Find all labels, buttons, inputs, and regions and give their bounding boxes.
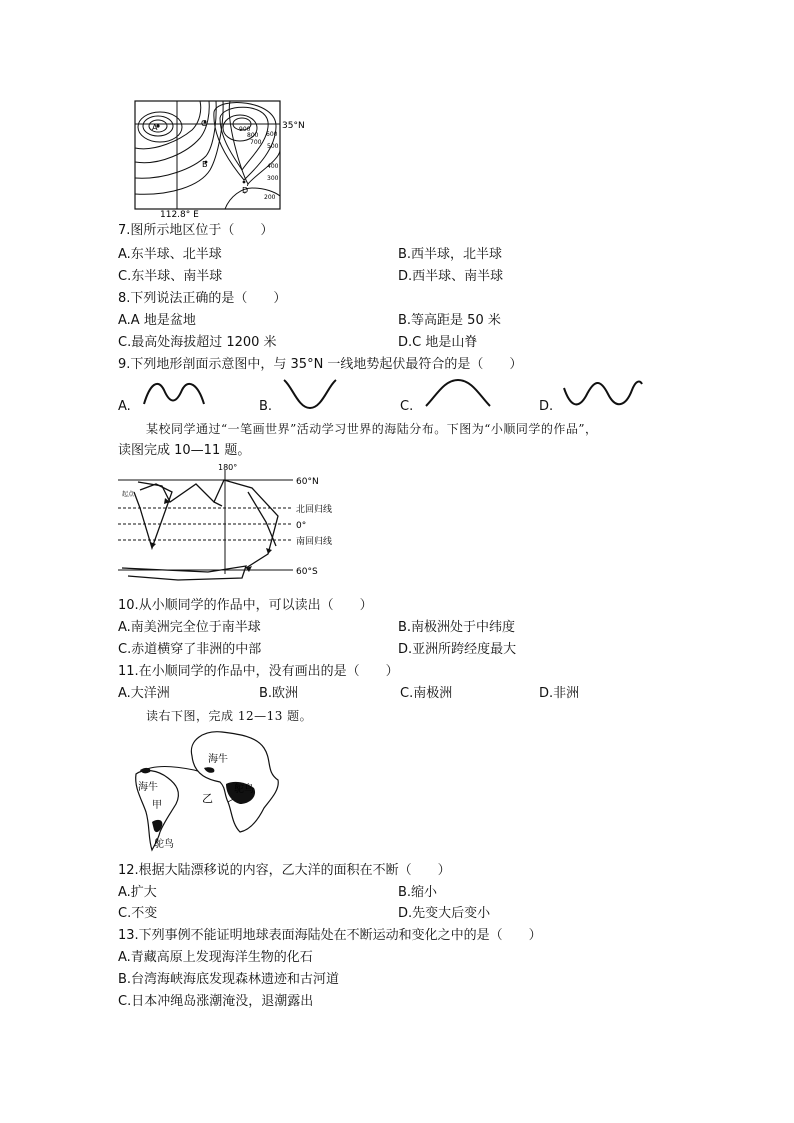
q7-option-b[interactable]: B.西半球，北半球: [398, 247, 503, 262]
point-b: B: [202, 160, 208, 169]
lon-180: 180°: [218, 463, 238, 472]
contour-500: 500: [267, 143, 279, 150]
contour-800: 800: [247, 132, 259, 139]
q8-option-b[interactable]: B.等高距是 50 米: [398, 313, 501, 328]
point-c: C: [201, 119, 207, 128]
q11-stem: 11.在小顺同学的作品中，没有画出的是（ ）: [118, 664, 399, 679]
q11-option-b[interactable]: B.欧洲: [259, 686, 299, 701]
contour-900: 900: [239, 126, 251, 133]
q8-option-d[interactable]: D.C 地是山脊: [398, 335, 478, 350]
q10-option-a[interactable]: A.南美洲完全位于南半球: [118, 620, 261, 635]
yi-label: 乙: [202, 792, 213, 805]
q7-option-a[interactable]: A.东半球、北半球: [118, 247, 222, 262]
lat-60n: 60°N: [296, 477, 319, 487]
q12-option-c[interactable]: C.不变: [118, 906, 158, 921]
q10-stem: 10.从小顺同学的作品中，可以读出（ ）: [118, 598, 373, 613]
lon-label: 112.8° E: [160, 210, 199, 218]
tuoniao-label-2: 鸵鸟: [154, 839, 174, 850]
q9-option-b[interactable]: B.: [259, 399, 273, 414]
tuoniao-label-1: 鸵鸟: [234, 784, 254, 795]
intro-10-11-line1: 某校同学通过“一笔画世界”活动学习世界的海陆分布。下图为“小顺同学的作品”，: [146, 422, 598, 436]
jia-label: 甲: [152, 800, 162, 811]
start-label: 起点: [122, 491, 135, 498]
lat-60s: 60°S: [296, 567, 318, 577]
q13-option-b[interactable]: B.台湾海峡海底发现森林遗迹和古河道: [118, 972, 340, 987]
contour-600: 600: [266, 131, 278, 138]
intro-10-11-line2: 读图完成 10—11 题。: [118, 443, 251, 458]
intro-12-13: 读右下图，完成 12—13 题。: [146, 709, 313, 723]
profile-b: [280, 376, 340, 410]
q11-option-a[interactable]: A.大洋洲: [118, 686, 170, 701]
q9-option-c[interactable]: C.: [400, 399, 414, 414]
profile-d: [560, 376, 644, 412]
contour-300: 300: [267, 175, 279, 182]
profile-a: [140, 376, 210, 410]
contour-700: 700: [250, 139, 262, 146]
q12-option-b[interactable]: B.缩小: [398, 885, 438, 900]
q9-option-a[interactable]: A.: [118, 399, 131, 414]
contour-200: 200: [264, 194, 276, 201]
profile-c: [422, 376, 492, 410]
q13-stem: 13.下列事例不能证明地球表面海陆处在不断运动和变化之中的是（ ）: [118, 928, 542, 943]
q12-stem: 12.根据大陆漂移说的内容，乙大洋的面积在不断（ ）: [118, 863, 451, 878]
q10-option-c[interactable]: C.赤道横穿了非洲的中部: [118, 642, 262, 657]
q8-stem: 8.下列说法正确的是（ ）: [118, 291, 287, 306]
tropic-s: 南回归线: [296, 537, 333, 547]
q12-option-a[interactable]: A.扩大: [118, 885, 157, 900]
q10-option-d[interactable]: D.亚洲所跨经度最大: [398, 642, 517, 657]
point-a: A: [152, 123, 158, 132]
q7-option-c[interactable]: C.东半球、南半球: [118, 269, 223, 284]
contour-map: [130, 100, 310, 218]
q13-option-c[interactable]: C.日本冲绳岛涨潮淹没，退潮露出: [118, 994, 314, 1009]
hainiu-label-1: 海牛: [208, 754, 228, 765]
lat-label: 35°N: [282, 121, 305, 131]
point-d: D: [242, 186, 249, 195]
equator: 0°: [296, 521, 307, 531]
q10-option-b[interactable]: B.南极洲处于中纬度: [398, 620, 516, 635]
q9-option-d[interactable]: D.: [539, 399, 554, 414]
q7-option-d[interactable]: D.西半球、南半球: [398, 269, 504, 284]
q11-option-d[interactable]: D.非洲: [539, 686, 580, 701]
q12-option-d[interactable]: D.先变大后变小: [398, 906, 491, 921]
hainiu-label-2: 海牛: [138, 782, 158, 793]
q8-option-c[interactable]: C.最高处海拔超过 1200 米: [118, 335, 277, 350]
q9-stem: 9.下列地形剖面示意图中，与 35°N 一线地势起伏最符合的是（ ）: [118, 357, 523, 372]
q8-option-a[interactable]: A.A 地是盆地: [118, 313, 196, 328]
tropic-n: 北回归线: [296, 505, 333, 515]
q7-stem: 7.图所示地区位于（ ）: [118, 223, 274, 238]
one-stroke-world-map: [118, 462, 358, 582]
q13-option-a[interactable]: A.青藏高原上发现海洋生物的化石: [118, 950, 313, 965]
contour-400: 400: [267, 163, 279, 170]
q11-option-c[interactable]: C.南极洲: [400, 686, 453, 701]
continental-drift-map: [130, 726, 290, 852]
